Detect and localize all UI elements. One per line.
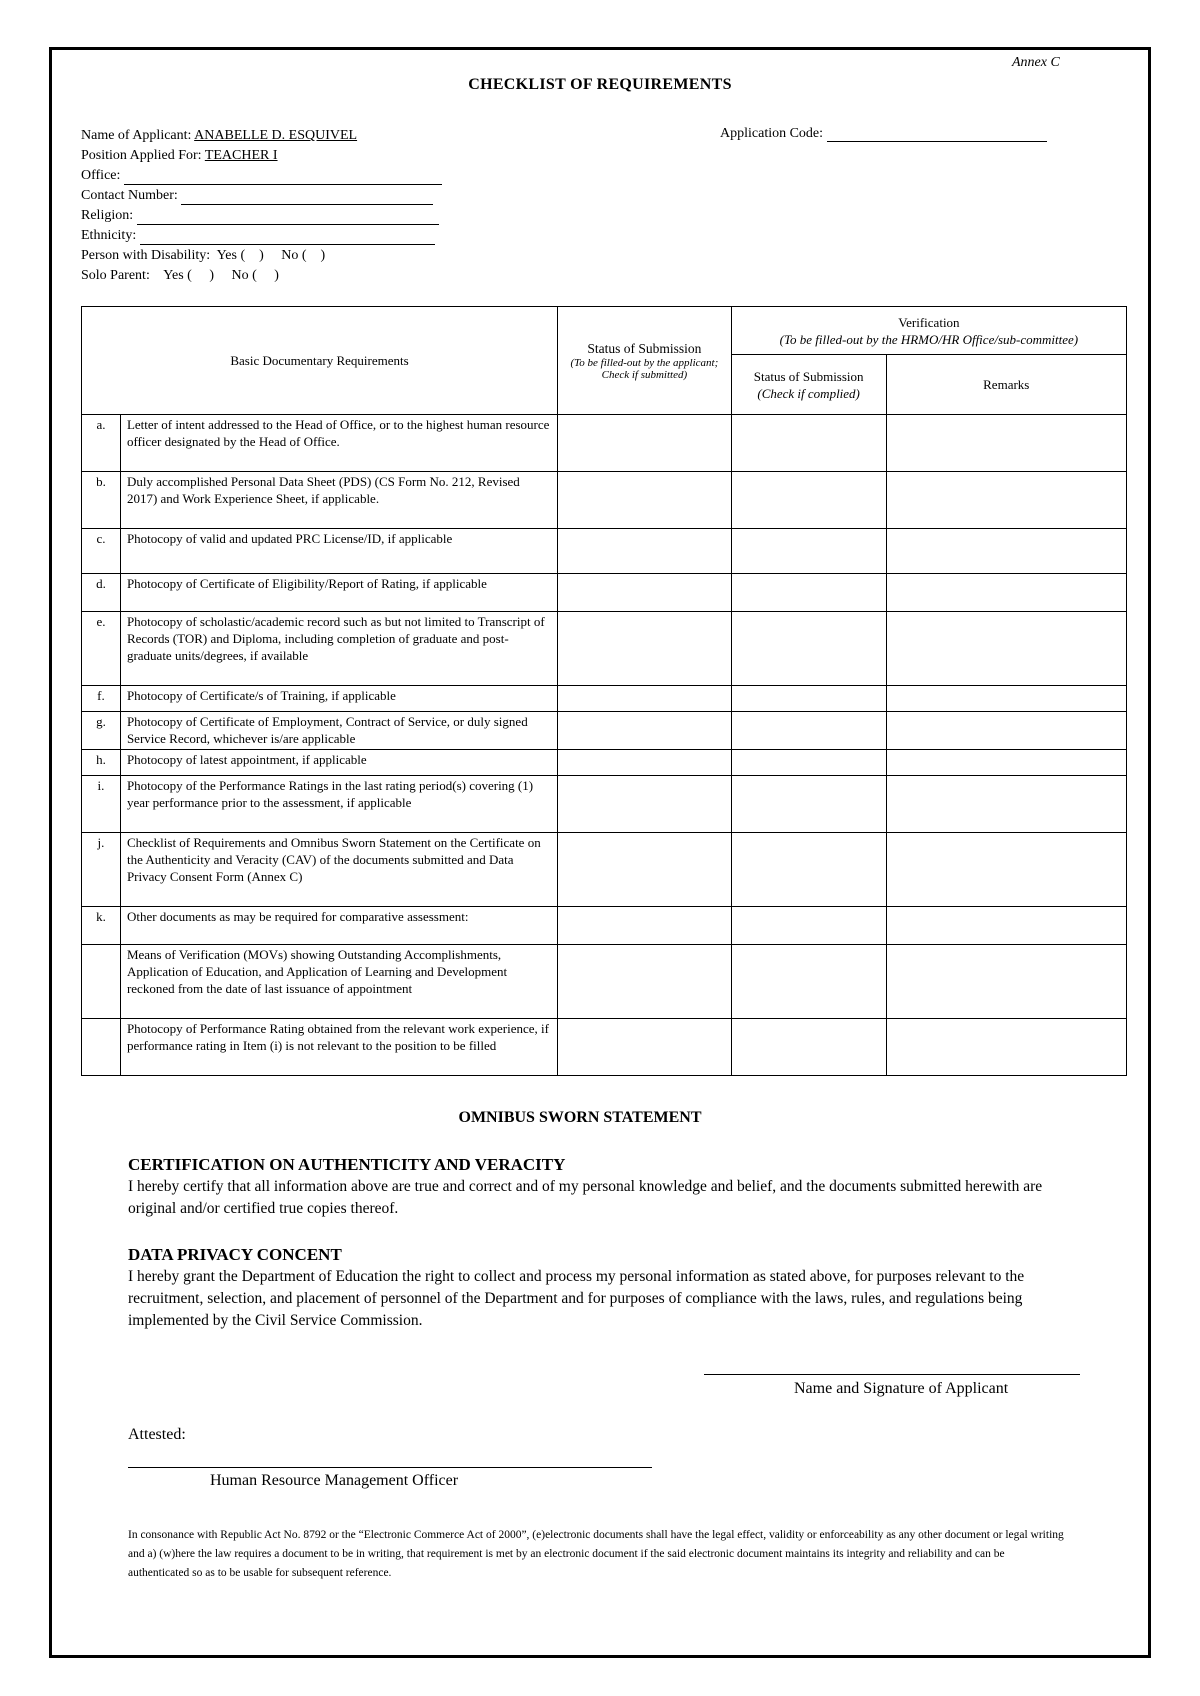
remarks-cell[interactable]	[886, 712, 1126, 750]
status-cell[interactable]	[558, 529, 732, 574]
row-letter: g.	[82, 712, 121, 750]
religion-field[interactable]	[137, 212, 439, 225]
ethnicity-label: Ethnicity:	[81, 228, 137, 243]
table-row	[82, 529, 1127, 574]
remarks-cell[interactable]	[886, 415, 1126, 472]
verification-status-cell[interactable]	[731, 472, 886, 529]
verification-status-cell[interactable]	[731, 945, 886, 1019]
row-requirement-text: Photocopy of scholastic/academic record such as but not limited to Transcript of Records (TOR) and Diploma, including completion of graduate and post-graduate units/degrees, if available	[120, 612, 557, 686]
remarks-cell[interactable]	[886, 529, 1126, 574]
status-cell[interactable]	[558, 945, 732, 1019]
row-letter: j.	[82, 833, 121, 907]
row-letter: b.	[82, 472, 121, 529]
religion-row	[81, 206, 439, 225]
application-code-row	[720, 126, 1047, 142]
office-field[interactable]	[124, 172, 442, 185]
application-code-field[interactable]	[827, 129, 1047, 142]
row-requirement-text: Photocopy of latest appointment, if applicable	[120, 750, 557, 776]
footnote: In consonance with Republic Act No. 8792 or the “Electronic Commerce Act of 2000”, (e)electronic documents shall have the legal effect, validity or enforceability as any other document or legal writing and a) (w)here the law requires a document to be in writing, that requirement is met by an electronic document if the said electronic document maintains its integrity and reliability and can be authenticated so as to be usable for subsequent reference.	[128, 1529, 1064, 1579]
applicant-signature-line[interactable]	[704, 1374, 1080, 1375]
status-cell[interactable]	[558, 750, 732, 776]
signature-label: Name and Signature of Applicant	[794, 1380, 1009, 1397]
verification-status-cell[interactable]	[731, 776, 886, 833]
table-row	[82, 907, 1127, 945]
table-row	[82, 415, 1127, 472]
page-title: CHECKLIST OF REQUIREMENTS	[468, 76, 732, 93]
header-remarks: Remarks	[886, 355, 1126, 415]
applicant-name-label: Name of Applicant:	[81, 128, 192, 143]
solo-parent-row[interactable]: Solo Parent: Yes ( ) No ( )	[81, 268, 279, 283]
row-letter: f.	[82, 686, 121, 712]
row-letter: e.	[82, 612, 121, 686]
row-requirement-text: Photocopy of Performance Rating obtained from the relevant work experience, if performance rating in Item (i) is not relevant to the position to be filled	[120, 1019, 557, 1076]
table-row	[82, 833, 1127, 907]
religion-label: Religion:	[81, 208, 134, 223]
remarks-cell[interactable]	[886, 833, 1126, 907]
status-cell[interactable]	[558, 612, 732, 686]
verification-status-cell[interactable]	[731, 1019, 886, 1076]
row-requirement-text: Duly accomplished Personal Data Sheet (PDS) (CS Form No. 212, Revised 2017) and Work Experience Sheet, if applicable.	[120, 472, 557, 529]
row-requirement-text: Photocopy of valid and updated PRC License/ID, if applicable	[120, 529, 557, 574]
remarks-cell[interactable]	[886, 574, 1126, 612]
table-row	[82, 750, 1127, 776]
dpc-heading: DATA PRIVACY CONCENT	[128, 1245, 342, 1264]
verification-status-cell[interactable]	[731, 415, 886, 472]
table-row	[82, 945, 1127, 1019]
position-row	[81, 146, 278, 165]
office-row	[81, 166, 442, 185]
verification-status-cell[interactable]	[731, 712, 886, 750]
applicant-name-row	[81, 126, 357, 145]
application-code-label: Application Code:	[720, 126, 824, 141]
row-letter: a.	[82, 415, 121, 472]
applicant-name-value[interactable]: ANABELLE D. ESQUIVEL	[194, 128, 358, 143]
remarks-cell[interactable]	[886, 686, 1126, 712]
status-cell[interactable]	[558, 686, 732, 712]
row-letter	[82, 945, 121, 1019]
remarks-cell[interactable]	[886, 750, 1126, 776]
table-row	[82, 472, 1127, 529]
status-cell[interactable]	[558, 776, 732, 833]
row-letter: h.	[82, 750, 121, 776]
row-letter: k.	[82, 907, 121, 945]
status-cell[interactable]	[558, 833, 732, 907]
attested-label: Attested:	[128, 1426, 186, 1443]
verification-status-cell[interactable]	[731, 612, 886, 686]
table-row	[82, 612, 1127, 686]
verification-status-cell[interactable]	[731, 833, 886, 907]
remarks-cell[interactable]	[886, 472, 1126, 529]
row-requirement-text: Other documents as may be required for comparative assessment:	[120, 907, 557, 945]
status-cell[interactable]	[558, 907, 732, 945]
row-requirement-text: Letter of intent addressed to the Head of Office, or to the highest human resource officer designated by the Head of Office.	[120, 415, 557, 472]
table-row	[82, 776, 1127, 833]
status-cell[interactable]	[558, 1019, 732, 1076]
status-cell[interactable]	[558, 712, 732, 750]
position-label: Position Applied For:	[81, 148, 202, 163]
row-requirement-text: Photocopy of Certificate/s of Training, if applicable	[120, 686, 557, 712]
remarks-cell[interactable]	[886, 612, 1126, 686]
verification-status-cell[interactable]	[731, 686, 886, 712]
verification-status-cell[interactable]	[731, 907, 886, 945]
header-verification-note: (To be filled-out by the HRMO/HR Office/sub-committee)	[779, 331, 1079, 347]
table-row	[82, 1019, 1127, 1076]
dpc-text: I hereby grant the Department of Education the right to collect and process my personal information as stated above, for purposes relevant to the recruitment, selection, and placement of personnel of the Department and for purposes of compliance with the laws, rules, and regulations being implemented by the Civil Service Commission.	[128, 1268, 1025, 1329]
header-status2: Status of Submission (Check if complied)	[731, 355, 886, 415]
header-requirements: Basic Documentary Requirements	[82, 307, 558, 415]
remarks-cell[interactable]	[886, 776, 1126, 833]
position-value[interactable]: TEACHER I	[204, 148, 278, 163]
status-cell[interactable]	[558, 415, 732, 472]
header-verification: Verification (To be filled-out by the HRMO/HR Office/sub-committee)	[731, 307, 1126, 355]
row-requirement-text: Photocopy of the Performance Ratings in the last rating period(s) covering (1) year performance prior to the assessment, if applicable	[120, 776, 557, 833]
ethnicity-row	[81, 226, 435, 245]
table-row	[82, 686, 1127, 712]
row-requirement-text: Means of Verification (MOVs) showing Outstanding Accomplishments, Application of Education, and Application of Learning and Development reckoned from the date of last issuance of appointment	[120, 945, 557, 1019]
verification-status-cell[interactable]	[731, 750, 886, 776]
hrmo-label: Human Resource Management Officer	[210, 1472, 459, 1489]
table-row	[82, 712, 1127, 750]
header-status-note: (To be filled-out by the applicant; Check if submitted)	[570, 357, 719, 381]
contact-row	[81, 186, 433, 205]
contact-label: Contact Number:	[81, 188, 178, 203]
row-letter: i.	[82, 776, 121, 833]
row-letter	[82, 1019, 121, 1076]
table-row	[82, 574, 1127, 612]
row-requirement-text: Photocopy of Certificate of Eligibility/Report of Rating, if applicable	[120, 574, 557, 612]
row-letter: c.	[82, 529, 121, 574]
remarks-cell[interactable]	[886, 907, 1126, 945]
annex-label: Annex C	[1012, 55, 1060, 70]
header-status: Status of Submission (To be filled-out by the applicant; Check if submitted)	[558, 307, 732, 415]
row-letter: d.	[82, 574, 121, 612]
cav-heading: CERTIFICATION ON AUTHENTICITY AND VERACITY	[128, 1155, 566, 1174]
status-cell[interactable]	[558, 574, 732, 612]
row-requirement-text: Photocopy of Certificate of Employment, Contract of Service, or duly signed Service Record, whichever is/are applicable	[120, 712, 557, 750]
row-requirement-text: Checklist of Requirements and Omnibus Sworn Statement on the Certificate on the Authenticity and Veracity (CAV) of the documents submitted and Data Privacy Consent Form (Annex C)	[120, 833, 557, 907]
pwd-row[interactable]: Person with Disability: Yes ( ) No ( )	[81, 248, 326, 263]
office-label: Office:	[81, 168, 121, 183]
ethnicity-field[interactable]	[140, 232, 435, 245]
status-cell[interactable]	[558, 472, 732, 529]
contact-field[interactable]	[181, 192, 433, 205]
hrmo-signature-line[interactable]	[128, 1467, 652, 1468]
header-status2-note: (Check if complied)	[757, 385, 860, 401]
verification-status-cell[interactable]	[731, 574, 886, 612]
oath-title: OMNIBUS SWORN STATEMENT	[458, 1109, 702, 1126]
requirements-table	[81, 306, 1127, 1076]
cav-text: I hereby certify that all information above are true and correct and of my personal knowledge and belief, and the documents submitted herewith are original and/or certified true copies thereof.	[128, 1178, 1043, 1217]
remarks-cell[interactable]	[886, 1019, 1126, 1076]
verification-status-cell[interactable]	[731, 529, 886, 574]
remarks-cell[interactable]	[886, 945, 1126, 1019]
